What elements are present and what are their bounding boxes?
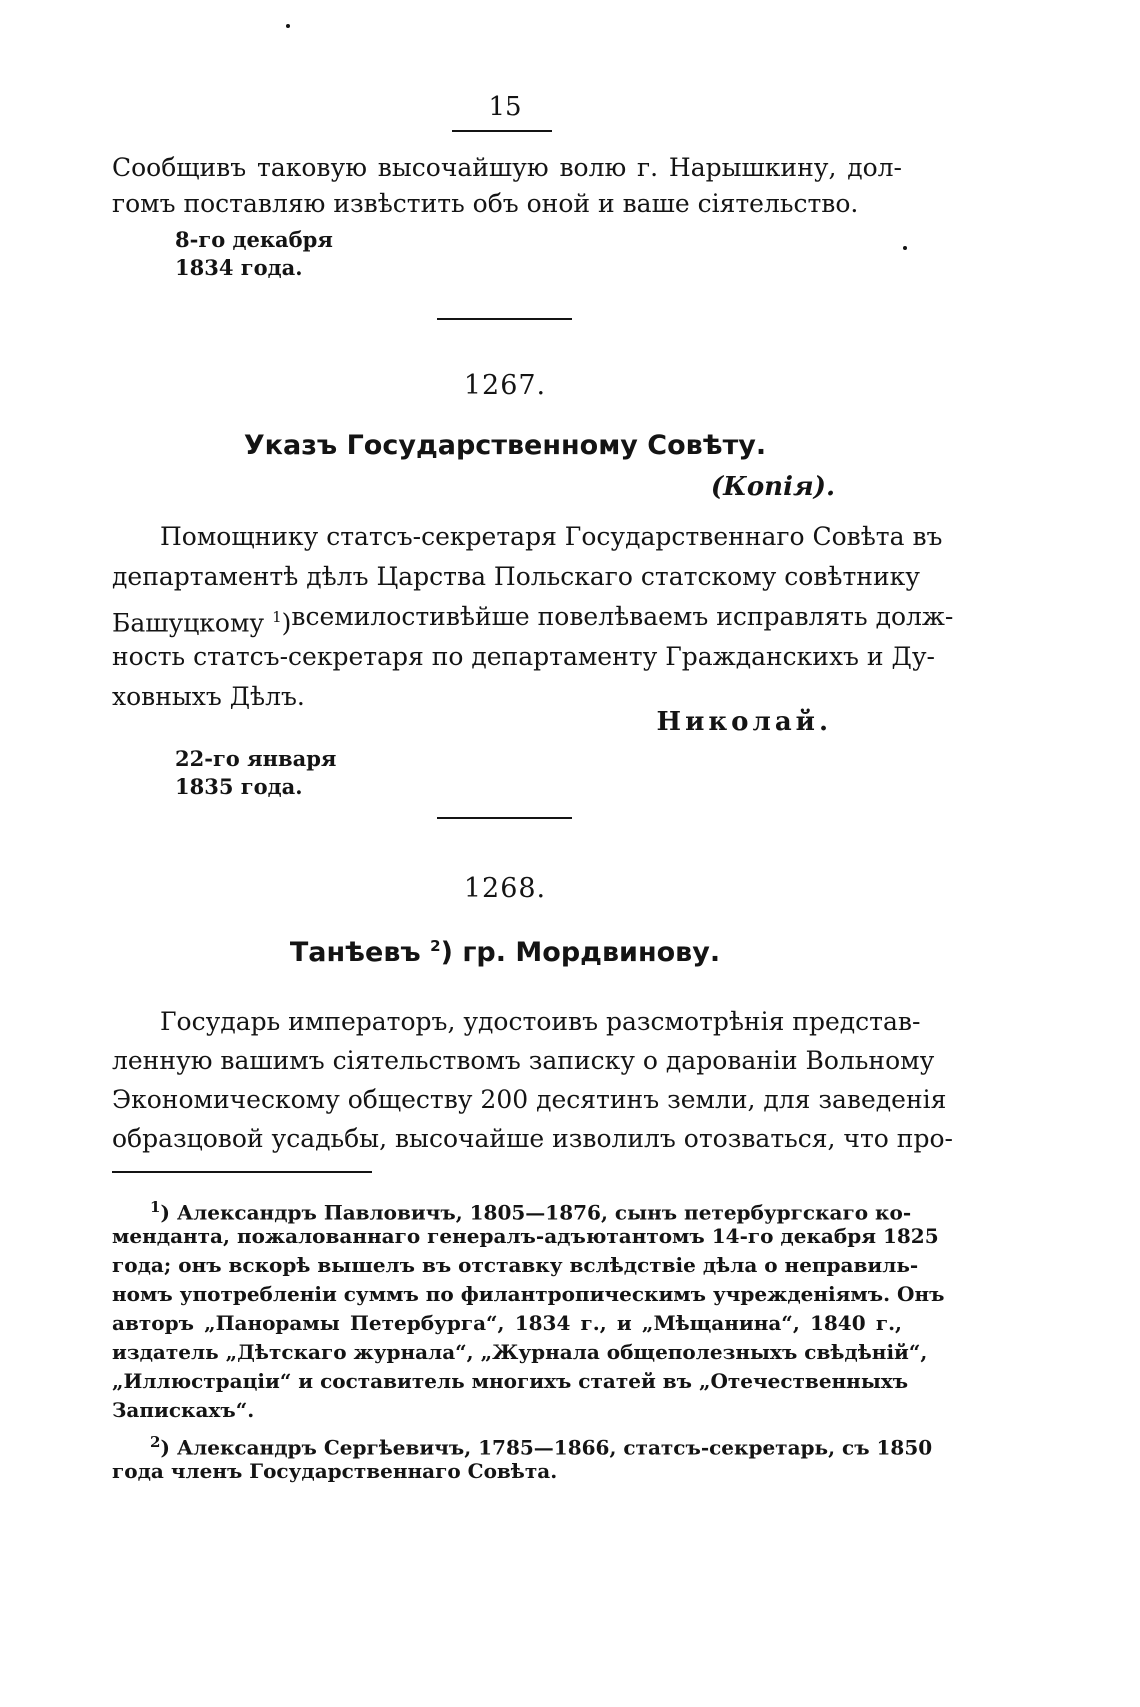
prev-letter-line-2: гомъ поставляю извѣстить объ оной и ваше сіятельство. [112,189,859,218]
footnote-1-mark: 1 [150,1198,161,1216]
doc-1267-copy-note: (Копія). [710,472,835,502]
doc-1267-line-1: Помощнику статсъ-секретаря Государственнаго Совѣта въ [160,522,943,551]
footnote-2-mark: 2 [150,1433,161,1451]
footnote-2-line-1: $^2$) Александръ Сергѣевичъ, 1785—1866, статсъ-секретарь, съ 1850 [150,1433,933,1460]
doc-1267-number: 1267. [463,370,547,401]
footnote-1-line-1: $^1$) Александръ Павловичъ, 1805—1876, сынъ петербургскаго ко- [150,1198,912,1225]
scan-speck [903,246,907,250]
doc-1268-line-2: ленную вашимъ сіятельствомъ записку о дарованіи Вольному [112,1046,935,1075]
doc-1267-line-2: департаментѣ дѣлъ Царства Польскаго статскому совѣтнику [112,562,920,591]
prev-letter-line-1: Сообщивъ таковую высочайшую волю г. Нарышкину, дол- [112,153,902,182]
footnote-rule [112,1171,372,1173]
doc-1268-title: Танѣевъ $^2$) гр. Мордвинову. [289,937,721,968]
doc-1268-line-1: Государь императоръ, удостоивъ разсмотрѣнія представ- [160,1007,921,1036]
footnote-2-line-2: года членъ Государственнаго Совѣта. [112,1459,558,1483]
doc-1268-number: 1268. [463,873,547,904]
doc-1267-title: Указъ Государственному Совѣту. [243,430,767,461]
page-number: 15 [488,92,522,122]
prev-letter-date-day: 8-го декабря [175,227,333,252]
footnote-ref-1: 1 [272,608,282,626]
footnote-ref-2: 2 [430,937,441,955]
footnote-1-line-4: номъ употребленіи суммъ по филантропическимъ учрежденіямъ. Онъ [112,1282,945,1306]
doc-1267-line-3 [112,599,954,641]
footnote-1-line-7: „Иллюстраціи“ и составитель многихъ статей въ „Отечественныхъ [112,1369,909,1393]
footnote-1-line-2: менданта, пожалованнаго генералъ-адъютантомъ 14-го декабря 1825 [112,1224,939,1248]
page-number-rule [452,130,552,132]
footnote-1-line-6: издатель „Дѣтскаго журнала“, „Журнала общеполезныхъ свѣдѣній“, [112,1340,928,1364]
doc-1268-line-4: образцовой усадьбы, высочайше изволилъ отозваться, что про- [112,1124,953,1153]
doc-1267-line-3-end: всемилостивѣйше повелѣваемъ исправлять долж- [291,602,954,631]
separator-rule-1 [437,318,572,320]
footnote-1-line-5: авторъ „Панорамы Петербурга“, 1834 г., и „Мѣщанина“, 1840 г., [112,1311,902,1335]
prev-letter-date-year: 1834 года. [175,255,303,280]
doc-1267-line-4: ность статсъ-секретаря по департаменту Гражданскихъ и Ду- [112,642,935,671]
doc-1267-date-day: 22-го января [175,746,337,771]
doc-1267-line-3-start: Башуцкому $^1$) [112,608,292,638]
doc-1267-signature: Николай. [656,707,832,737]
separator-rule-2 [437,817,572,819]
doc-1268-line-3: Экономическому обществу 200 десятинъ земли, для заведенія [112,1085,947,1114]
scan-speck [286,24,290,28]
footnote-1-line-8: Запискахъ“. [112,1398,255,1422]
footnote-1-line-3: года; онъ вскорѣ вышелъ въ отставку вслѣдствіе дѣла о неправиль- [112,1253,919,1277]
doc-1267-date-year: 1835 года. [175,774,303,799]
doc-1267-line-5: ховныхъ Дѣлъ. [112,682,305,711]
